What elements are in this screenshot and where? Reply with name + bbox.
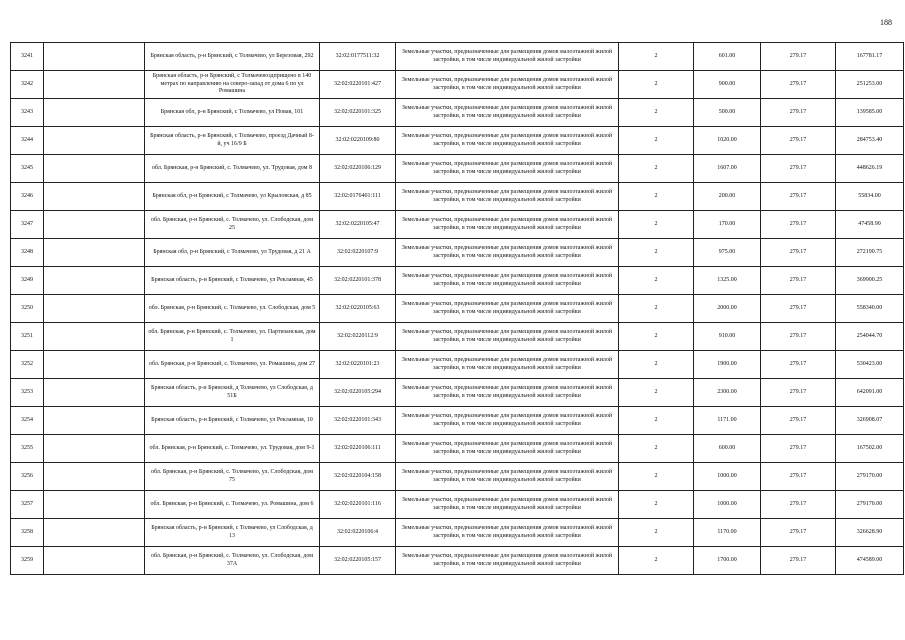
cadastral-value-cell: 167502.00 bbox=[836, 435, 904, 463]
cadastral-number-cell: 32:02:0176401:111 bbox=[320, 183, 396, 211]
rate-cell: 279.17 bbox=[761, 295, 836, 323]
land-use-cell: Земельные участки, предназначенные для размещения домов малоэтажной жилой застройки, в том числе индивидуальной жилой застройки bbox=[396, 435, 619, 463]
table-row bbox=[11, 463, 904, 491]
land-use-cell: Земельные участки, предназначенные для размещения домов малоэтажной жилой застройки, в том числе индивидуальной жилой застройки bbox=[396, 323, 619, 351]
rate-cell: 279.17 bbox=[761, 519, 836, 547]
land-use-cell: Земельные участки, предназначенные для размещения домов малоэтажной жилой застройки, в том числе индивидуальной жилой застройки bbox=[396, 239, 619, 267]
row-number-cell: 3257 bbox=[11, 491, 44, 519]
area-cell: 200.00 bbox=[694, 183, 761, 211]
row-number-cell: 3253 bbox=[11, 379, 44, 407]
empty-cell bbox=[44, 463, 145, 491]
address-cell: Брянская обл, р-н Брянский, с Толмачево, ул Трудовая, д 21 А bbox=[145, 239, 320, 267]
table-row bbox=[11, 71, 904, 99]
rate-cell: 279.17 bbox=[761, 547, 836, 575]
table-row bbox=[11, 323, 904, 351]
cadastral-number-cell: 32:02:0220101:343 bbox=[320, 407, 396, 435]
cadastral-value-cell: 448626.19 bbox=[836, 155, 904, 183]
area-cell: 2300.00 bbox=[694, 379, 761, 407]
row-number-cell: 3248 bbox=[11, 239, 44, 267]
empty-cell bbox=[44, 211, 145, 239]
address-cell: обл. Брянская, р-н Брянский, с. Толмачево, ул. Ромашина, дом 6 bbox=[145, 491, 320, 519]
land-use-cell: Земельные участки, предназначенные для размещения домов малоэтажной жилой застройки, в том числе индивидуальной жилой застройки bbox=[396, 267, 619, 295]
rate-cell: 279.17 bbox=[761, 155, 836, 183]
row-number-cell: 3246 bbox=[11, 183, 44, 211]
address-cell: Брянская область, р-н Брянский, с Толмачево, ул Рекламная, 45 bbox=[145, 267, 320, 295]
cadastral-value-cell: 167781.17 bbox=[836, 43, 904, 71]
category-cell: 2 bbox=[619, 351, 694, 379]
category-cell: 2 bbox=[619, 379, 694, 407]
cadastral-value-cell: 279170.00 bbox=[836, 491, 904, 519]
table-row bbox=[11, 435, 904, 463]
cadastral-value-cell: 47458.90 bbox=[836, 211, 904, 239]
row-number-cell: 3249 bbox=[11, 267, 44, 295]
area-cell: 1000.00 bbox=[694, 491, 761, 519]
rate-cell: 279.17 bbox=[761, 43, 836, 71]
land-use-cell: Земельные участки, предназначенные для размещения домов малоэтажной жилой застройки, в том числе индивидуальной жилой застройки bbox=[396, 351, 619, 379]
category-cell: 2 bbox=[619, 183, 694, 211]
address-cell: Брянская область, р-н Брянский, с Толмачево, ул Березовая, 292 bbox=[145, 43, 320, 71]
rate-cell: 279.17 bbox=[761, 379, 836, 407]
page-number: 188 bbox=[880, 18, 892, 27]
rate-cell: 279.17 bbox=[761, 211, 836, 239]
address-cell: Брянская область, р-н Брянский, с Толмачево, ул Слободская, д 13 bbox=[145, 519, 320, 547]
cadastral-value-cell: 558340.00 bbox=[836, 295, 904, 323]
land-use-cell: Земельные участки, предназначенные для размещения домов малоэтажной жилой застройки, в том числе индивидуальной жилой застройки bbox=[396, 183, 619, 211]
cadastral-value-cell: 642091.00 bbox=[836, 379, 904, 407]
rate-cell: 279.17 bbox=[761, 267, 836, 295]
area-cell: 975.00 bbox=[694, 239, 761, 267]
land-use-cell: Земельные участки, предназначенные для размещения домов малоэтажной жилой застройки, в том числе индивидуальной жилой застройки bbox=[396, 99, 619, 127]
cadastral-number-cell: 32:02:0220105:157 bbox=[320, 547, 396, 575]
empty-cell bbox=[44, 351, 145, 379]
category-cell: 2 bbox=[619, 407, 694, 435]
row-number-cell: 3245 bbox=[11, 155, 44, 183]
cadastral-number-cell: 32:02:0220101:325 bbox=[320, 99, 396, 127]
empty-cell bbox=[44, 547, 145, 575]
area-cell: 600.00 bbox=[694, 435, 761, 463]
rate-cell: 279.17 bbox=[761, 351, 836, 379]
empty-cell bbox=[44, 155, 145, 183]
area-cell: 1700.00 bbox=[694, 547, 761, 575]
table-row bbox=[11, 211, 904, 239]
table-row bbox=[11, 295, 904, 323]
address-cell: обл. Брянская, р-н Брянский, с. Толмачево, ул. Трудовая, дом 8 bbox=[145, 155, 320, 183]
land-use-cell: Земельные участки, предназначенные для размещения домов малоэтажной жилой застройки, в том числе индивидуальной жилой застройки bbox=[396, 155, 619, 183]
empty-cell bbox=[44, 43, 145, 71]
cadastral-value-cell: 474589.00 bbox=[836, 547, 904, 575]
address-cell: Брянская обл, р-н Брянский, с Толмачево, ул Новая, 101 bbox=[145, 99, 320, 127]
row-number-cell: 3244 bbox=[11, 127, 44, 155]
empty-cell bbox=[44, 519, 145, 547]
table-row bbox=[11, 351, 904, 379]
area-cell: 1000.00 bbox=[694, 463, 761, 491]
table-row bbox=[11, 491, 904, 519]
address-cell: обл. Брянская, р-н Брянский, с. Толмачево, ул. Слободская, дом 5 bbox=[145, 295, 320, 323]
land-use-cell: Земельные участки, предназначенные для размещения домов малоэтажной жилой застройки, в том числе индивидуальной жилой застройки bbox=[396, 295, 619, 323]
land-use-cell: Земельные участки, предназначенные для размещения домов малоэтажной жилой застройки, в том числе индивидуальной жилой застройки bbox=[396, 71, 619, 99]
land-use-cell: Земельные участки, предназначенные для размещения домов малоэтажной жилой застройки, в том числе индивидуальной жилой застройки bbox=[396, 43, 619, 71]
cadastral-number-cell: 32:02:0220101:23 bbox=[320, 351, 396, 379]
category-cell: 2 bbox=[619, 211, 694, 239]
category-cell: 2 bbox=[619, 295, 694, 323]
address-cell: Брянская область, р-н Брянский, д Толмачево, ул Слободская, д 51Б bbox=[145, 379, 320, 407]
row-number-cell: 3241 bbox=[11, 43, 44, 71]
cadastral-number-cell: 32:02:0220104:158 bbox=[320, 463, 396, 491]
cadastral-number-cell: 32:02:0220101:378 bbox=[320, 267, 396, 295]
cadastral-value-cell: 272190.75 bbox=[836, 239, 904, 267]
table-row bbox=[11, 407, 904, 435]
cadastral-value-cell: 326628.90 bbox=[836, 519, 904, 547]
table-row bbox=[11, 379, 904, 407]
empty-cell bbox=[44, 407, 145, 435]
table-row bbox=[11, 239, 904, 267]
cadastral-value-cell: 139585.00 bbox=[836, 99, 904, 127]
address-cell: Брянская область, р-н Брянский, с Толмачево, ул Рекламная, 10 bbox=[145, 407, 320, 435]
row-number-cell: 3242 bbox=[11, 71, 44, 99]
cadastral-number-cell: 32:02:0220105:294 bbox=[320, 379, 396, 407]
rate-cell: 279.17 bbox=[761, 407, 836, 435]
land-use-cell: Земельные участки, предназначенные для размещения домов малоэтажной жилой застройки, в том числе индивидуальной жилой застройки bbox=[396, 211, 619, 239]
cadastral-value-cell: 254044.70 bbox=[836, 323, 904, 351]
row-number-cell: 3256 bbox=[11, 463, 44, 491]
address-cell: обл. Брянская, р-н Брянский, с. Толмачево, ул. Трудовая, дом 9-1 bbox=[145, 435, 320, 463]
table-row bbox=[11, 155, 904, 183]
area-cell: 500.00 bbox=[694, 99, 761, 127]
cadastral-value-table bbox=[10, 42, 904, 575]
category-cell: 2 bbox=[619, 491, 694, 519]
rate-cell: 279.17 bbox=[761, 239, 836, 267]
row-number-cell: 3255 bbox=[11, 435, 44, 463]
empty-cell bbox=[44, 267, 145, 295]
table-row bbox=[11, 99, 904, 127]
cadastral-value-cell: 284753.40 bbox=[836, 127, 904, 155]
table-row bbox=[11, 267, 904, 295]
address-cell: Брянская область, р-н Брянский, с Толмачево, проезд Дачный 8-й, уч 16/9 Б bbox=[145, 127, 320, 155]
category-cell: 2 bbox=[619, 43, 694, 71]
land-use-cell: Земельные участки, предназначенные для размещения домов малоэтажной жилой застройки, в том числе индивидуальной жилой застройки bbox=[396, 379, 619, 407]
row-number-cell: 3247 bbox=[11, 211, 44, 239]
area-cell: 1020.00 bbox=[694, 127, 761, 155]
address-cell: обл. Брянская, р-н Брянский, с. Толмачево, ул. Ромашина, дом 27 bbox=[145, 351, 320, 379]
empty-cell bbox=[44, 183, 145, 211]
cadastral-number-cell: 32:02:0220106:4 bbox=[320, 519, 396, 547]
area-cell: 900.00 bbox=[694, 71, 761, 99]
area-cell: 1325.00 bbox=[694, 267, 761, 295]
land-use-cell: Земельные участки, предназначенные для размещения домов малоэтажной жилой застройки, в том числе индивидуальной жилой застройки bbox=[396, 127, 619, 155]
table-row bbox=[11, 43, 904, 71]
cadastral-value-cell: 369900.25 bbox=[836, 267, 904, 295]
address-cell: обл. Брянская, р-н Брянский, с. Толмачево, ул. Слободская, дом 37А bbox=[145, 547, 320, 575]
rate-cell: 279.17 bbox=[761, 463, 836, 491]
area-cell: 1171.00 bbox=[694, 407, 761, 435]
cadastral-number-cell: 32:02:0220105:63 bbox=[320, 295, 396, 323]
empty-cell bbox=[44, 491, 145, 519]
cadastral-number-cell: 32:02:0220107:9 bbox=[320, 239, 396, 267]
rate-cell: 279.17 bbox=[761, 491, 836, 519]
table-row bbox=[11, 127, 904, 155]
table-body bbox=[11, 43, 904, 575]
area-cell: 601.00 bbox=[694, 43, 761, 71]
row-number-cell: 3251 bbox=[11, 323, 44, 351]
cadastral-value-cell: 530423.00 bbox=[836, 351, 904, 379]
row-number-cell: 3250 bbox=[11, 295, 44, 323]
category-cell: 2 bbox=[619, 463, 694, 491]
rate-cell: 279.17 bbox=[761, 435, 836, 463]
row-number-cell: 3259 bbox=[11, 547, 44, 575]
cadastral-number-cell: 32:02:0220105:47 bbox=[320, 211, 396, 239]
land-use-cell: Земельные участки, предназначенные для размещения домов малоэтажной жилой застройки, в том числе индивидуальной жилой застройки bbox=[396, 463, 619, 491]
area-cell: 1607.00 bbox=[694, 155, 761, 183]
area-cell: 1170.00 bbox=[694, 519, 761, 547]
address-cell: обл. Брянская, р-н Брянский, с. Толмачево, ул. Слободская, дом 25 bbox=[145, 211, 320, 239]
land-use-cell: Земельные участки, предназначенные для размещения домов малоэтажной жилой застройки, в том числе индивидуальной жилой застройки bbox=[396, 547, 619, 575]
empty-cell bbox=[44, 71, 145, 99]
cadastral-number-cell: 32:02:0220101:427 bbox=[320, 71, 396, 99]
cadastral-value-cell: 326908.07 bbox=[836, 407, 904, 435]
land-use-cell: Земельные участки, предназначенные для размещения домов малоэтажной жилой застройки, в том числе индивидуальной жилой застройки bbox=[396, 407, 619, 435]
cadastral-number-cell: 32:02:0177511:32 bbox=[320, 43, 396, 71]
address-cell: Брянская обл, р-н Брянский, с Толмачево, ул Крыловская, д 85 bbox=[145, 183, 320, 211]
cadastral-number-cell: 32:02:0220106:129 bbox=[320, 155, 396, 183]
empty-cell bbox=[44, 99, 145, 127]
table-row bbox=[11, 547, 904, 575]
empty-cell bbox=[44, 323, 145, 351]
area-cell: 2000.00 bbox=[694, 295, 761, 323]
cadastral-number-cell: 32:02:0220112:9 bbox=[320, 323, 396, 351]
land-use-cell: Земельные участки, предназначенные для размещения домов малоэтажной жилой застройки, в том числе индивидуальной жилой застройки bbox=[396, 491, 619, 519]
cadastral-number-cell: 32:02:0220106:111 bbox=[320, 435, 396, 463]
row-number-cell: 3254 bbox=[11, 407, 44, 435]
category-cell: 2 bbox=[619, 99, 694, 127]
table-row bbox=[11, 519, 904, 547]
cadastral-value-cell: 55834.00 bbox=[836, 183, 904, 211]
address-cell: Брянская область, р-н Брянский, с Толмачевоздприщено в 140 метрах по направлению на северо-запад от дома 6 по ул Ромашина bbox=[145, 71, 320, 99]
category-cell: 2 bbox=[619, 267, 694, 295]
row-number-cell: 3252 bbox=[11, 351, 44, 379]
cadastral-value-cell: 251253.00 bbox=[836, 71, 904, 99]
empty-cell bbox=[44, 379, 145, 407]
category-cell: 2 bbox=[619, 71, 694, 99]
category-cell: 2 bbox=[619, 239, 694, 267]
area-cell: 170.00 bbox=[694, 211, 761, 239]
category-cell: 2 bbox=[619, 155, 694, 183]
empty-cell bbox=[44, 239, 145, 267]
rate-cell: 279.17 bbox=[761, 323, 836, 351]
row-number-cell: 3243 bbox=[11, 99, 44, 127]
table-row bbox=[11, 183, 904, 211]
rate-cell: 279.17 bbox=[761, 71, 836, 99]
rate-cell: 279.17 bbox=[761, 127, 836, 155]
category-cell: 2 bbox=[619, 435, 694, 463]
cadastral-value-cell: 279170.00 bbox=[836, 463, 904, 491]
cadastral-number-cell: 32:02:0220101:116 bbox=[320, 491, 396, 519]
address-cell: обл. Брянская, р-н Брянский, с. Толмачево, ул. Слободская, дом 75 bbox=[145, 463, 320, 491]
area-cell: 910.00 bbox=[694, 323, 761, 351]
empty-cell bbox=[44, 435, 145, 463]
address-cell: обл. Брянская, р-н Брянский, с. Толмачево, ул. Партизанская, дом 1 bbox=[145, 323, 320, 351]
land-use-cell: Земельные участки, предназначенные для размещения домов малоэтажной жилой застройки, в том числе индивидуальной жилой застройки bbox=[396, 519, 619, 547]
rate-cell: 279.17 bbox=[761, 99, 836, 127]
cadastral-number-cell: 32:02:0220109:80 bbox=[320, 127, 396, 155]
empty-cell bbox=[44, 127, 145, 155]
row-number-cell: 3258 bbox=[11, 519, 44, 547]
rate-cell: 279.17 bbox=[761, 183, 836, 211]
category-cell: 2 bbox=[619, 323, 694, 351]
empty-cell bbox=[44, 295, 145, 323]
area-cell: 1900.00 bbox=[694, 351, 761, 379]
category-cell: 2 bbox=[619, 127, 694, 155]
category-cell: 2 bbox=[619, 547, 694, 575]
category-cell: 2 bbox=[619, 519, 694, 547]
